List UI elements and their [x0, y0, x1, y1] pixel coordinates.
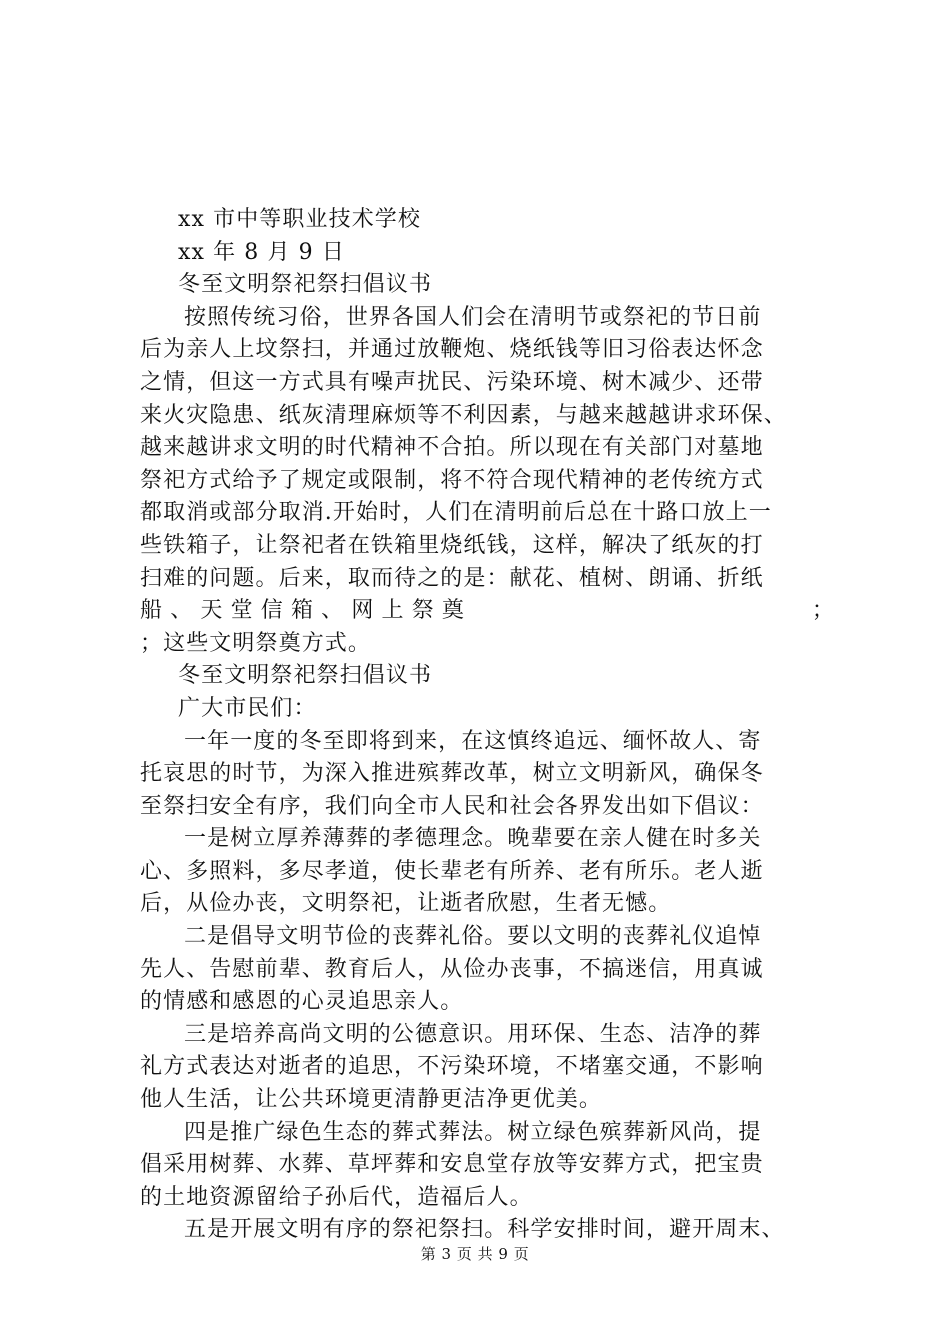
paragraph-line: 祭祀方式给予了规定或限制，将不符合现代精神的老传统方式: [140, 467, 764, 493]
paragraph-line: 五是开展文明有序的祭祀祭扫。科学安排时间，避开周末、: [184, 1217, 785, 1243]
paragraph-line: 按照传统习俗，世界各国人们会在清明节或祭祀的节日前: [184, 304, 762, 330]
paragraph-line: 心、多照料，多尽孝道，使长辈老有所养、老有所乐。老人逝: [140, 858, 764, 884]
paragraph-line: 先人、告慰前辈、教育后人，从俭办丧事，不搞迷信，用真诚: [140, 956, 764, 982]
paragraph-line: 越来越讲求文明的时代精神不合拍。所以现在有关部门对墓地: [140, 435, 764, 461]
page-footer: 第 3 页 共 9 页: [420, 1245, 530, 1263]
paragraph-line: 冬至文明祭祀祭扫倡议书: [178, 272, 433, 298]
document-body: [140, 204, 835, 1247]
paragraph-line: 广大市民们：: [178, 695, 317, 721]
paragraph-line: 些铁箱子，让祭祀者在铁箱里烧纸钱，这样，解决了纸灰的打: [140, 532, 764, 558]
paragraph-line: 来火灾隐患、纸灰清理麻烦等不利因素，与越来越越讲求环保、: [140, 402, 787, 428]
paragraph-line: ；这些文明祭奠方式。: [140, 630, 372, 656]
paragraph-line: 之情，但这一方式具有噪声扰民、污染环境、树木减少、还带: [140, 369, 764, 395]
paragraph-line: 冬至文明祭祀祭扫倡议书: [178, 663, 433, 689]
line-end-mark: ；: [811, 598, 835, 624]
paragraph-line: 四是推广绿色生态的葬式葬法。树立绿色殡葬新风尚，提: [184, 1119, 762, 1145]
paragraph-line: 礼方式表达对逝者的追思，不污染环境，不堵塞交通，不影响: [140, 1054, 764, 1080]
paragraph-line: 扫难的问题。后来，取而待之的是：献花、植树、朗诵、折纸: [140, 565, 764, 591]
paragraph-line: xx 年 8 月 9 日: [178, 239, 345, 265]
paragraph-line: 三是培养高尚文明的公德意识。用环保、生态、洁净的葬: [184, 1021, 762, 1047]
paragraph-line: 后为亲人上坟祭扫，并通过放鞭炮、烧纸钱等旧习俗表达怀念: [140, 337, 764, 363]
paragraph-line: 他人生活，让公共环境更清静更洁净更优美。: [140, 1087, 603, 1113]
paragraph-line: 二是倡导文明节俭的丧葬礼俗。要以文明的丧葬礼仪追悼: [184, 924, 762, 950]
paragraph-line: 后，从俭办丧，文明祭祀，让逝者欣慰，生者无憾。: [140, 891, 672, 917]
paragraph-line: 托哀思的时节，为深入推进殡葬改革，树立文明新风，确保冬: [140, 761, 764, 787]
paragraph-line: 一是树立厚养薄葬的孝德理念。晚辈要在亲人健在时多关: [184, 826, 762, 852]
paragraph-line: 至祭扫安全有序，我们向全市人民和社会各界发出如下倡议：: [140, 793, 764, 819]
paragraph-line: 都取消或部分取消.开始时，人们在清明前后总在十路口放上一: [140, 500, 772, 526]
paragraph-line: xx 市中等职业技术学校: [178, 207, 422, 232]
spread-text: 船 、 天 堂 信 箱 、 网 上 祭 奠: [140, 598, 465, 624]
paragraph-line: 的情感和感恩的心灵追思亲人。: [140, 989, 464, 1015]
paragraph-line: 倡采用树葬、水葬、草坪葬和安息堂存放等安葬方式，把宝贵: [140, 1152, 764, 1178]
paragraph-line: 的土地资源留给子孙后代，造福后人。: [140, 1184, 533, 1210]
paragraph-line: 一年一度的冬至即将到来，在这慎终追远、缅怀故人、寄: [184, 728, 762, 754]
paragraph-line: [140, 595, 835, 628]
